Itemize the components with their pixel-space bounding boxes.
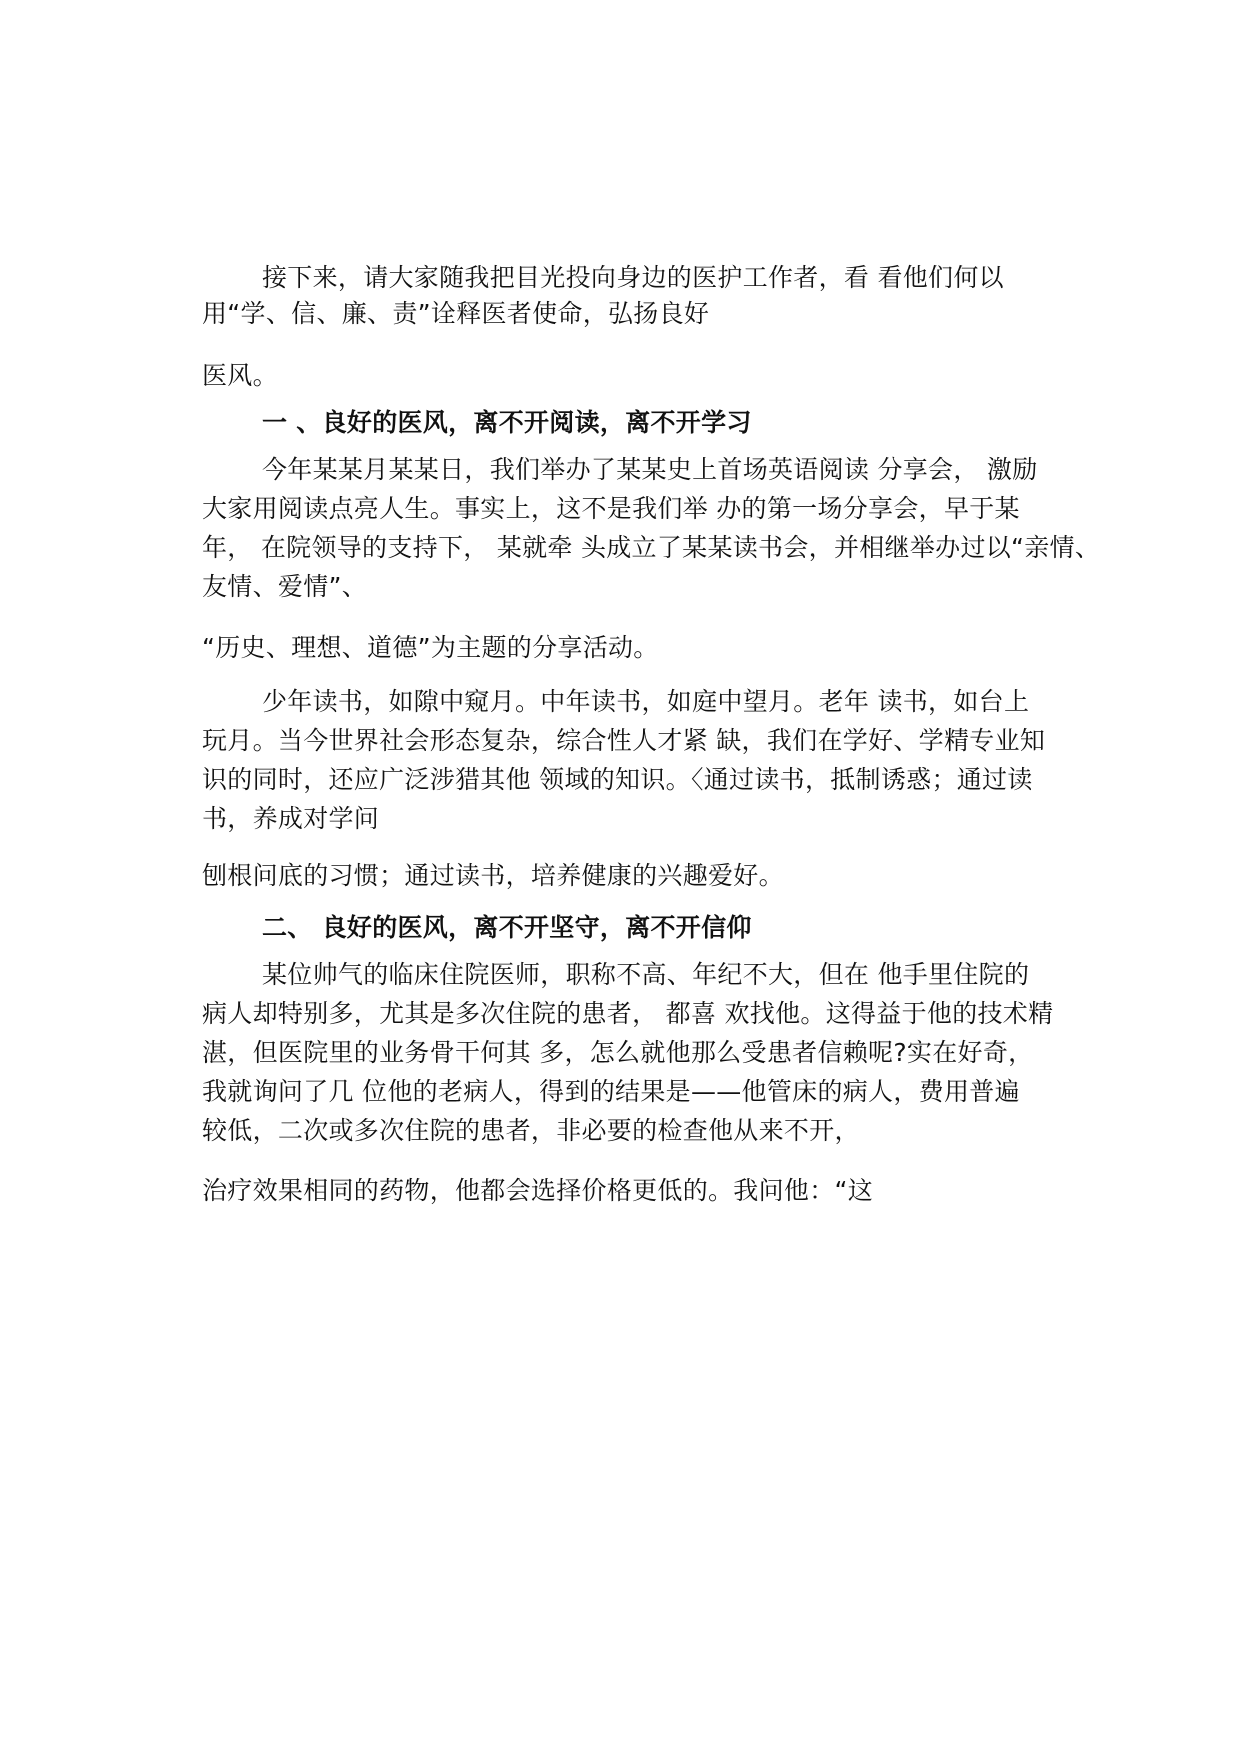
body-text-line: 较低，二次或多次住院的患者，非必要的检查他从来不开， <box>202 1116 860 1145</box>
body-text-line: 识的同时，还应广泛涉猎其他 领域的知识。〈通过读书，抵制诱惑；通过读 <box>202 765 1033 794</box>
body-text-line: 病人却特别多，尤其是多次住院的患者， 都喜 欢找他。这得益于他的技术精 <box>202 999 1054 1028</box>
body-text-line: 刨根问底的习惯；通过读书，培养健康的兴趣爱好。 <box>202 861 784 890</box>
body-text-line: 大家用阅读点亮人生。事实上，这不是我们举 办的第一场分享会，早于某 <box>202 494 1020 523</box>
body-text-line: 接下来，请大家随我把目光投向身边的医护工作者，看 看他们何以 <box>262 263 1004 292</box>
body-text-line: 玩月。当今世界社会形态复杂，综合性人才紧 缺，我们在学好、学精专业知 <box>202 726 1046 755</box>
body-text-line: 用“学、信、廉、责”诠释医者使命，弘扬良好 <box>202 299 710 328</box>
body-text-line: 今年某某月某某日，我们举办了某某史上首场英语阅读 分享会， 激励 <box>262 455 1038 484</box>
section-heading: 二、 良好的医风，离不开坚守，离不开信仰 <box>262 913 752 942</box>
body-text-line: 某位帅气的临床住院医师，职称不高、年纪不大，但在 他手里住院的 <box>262 960 1030 989</box>
body-text-line: 治疗效果相同的药物，他都会选择价格更低的。我问他：“这 <box>202 1176 874 1205</box>
body-text-line: “历史、理想、道德”为主题的分享活动。 <box>202 633 659 662</box>
section-heading: 一 、良好的医风，离不开阅读，离不开学习 <box>262 408 752 437</box>
body-text-line: 湛，但医院里的业务骨干何其 多，怎么就他那么受患者信赖呢?实在好奇， <box>202 1038 1034 1067</box>
body-text-line: 友情、爱情”、 <box>202 572 368 601</box>
body-text-line: 年， 在院领导的支持下， 某就牵 头成立了某某读书会，并相继举办过以“亲情、 <box>202 533 1101 562</box>
body-text-line: 我就询问了几 位他的老病人，得到的结果是——他管床的病人，费用普遍 <box>202 1077 1020 1106</box>
body-text-line: 医风。 <box>202 361 278 390</box>
body-text-line: 书，养成对学问 <box>202 804 380 833</box>
body-text-line: 少年读书，如隙中窥月。中年读书，如庭中望月。老年 读书，如台上 <box>262 687 1030 716</box>
